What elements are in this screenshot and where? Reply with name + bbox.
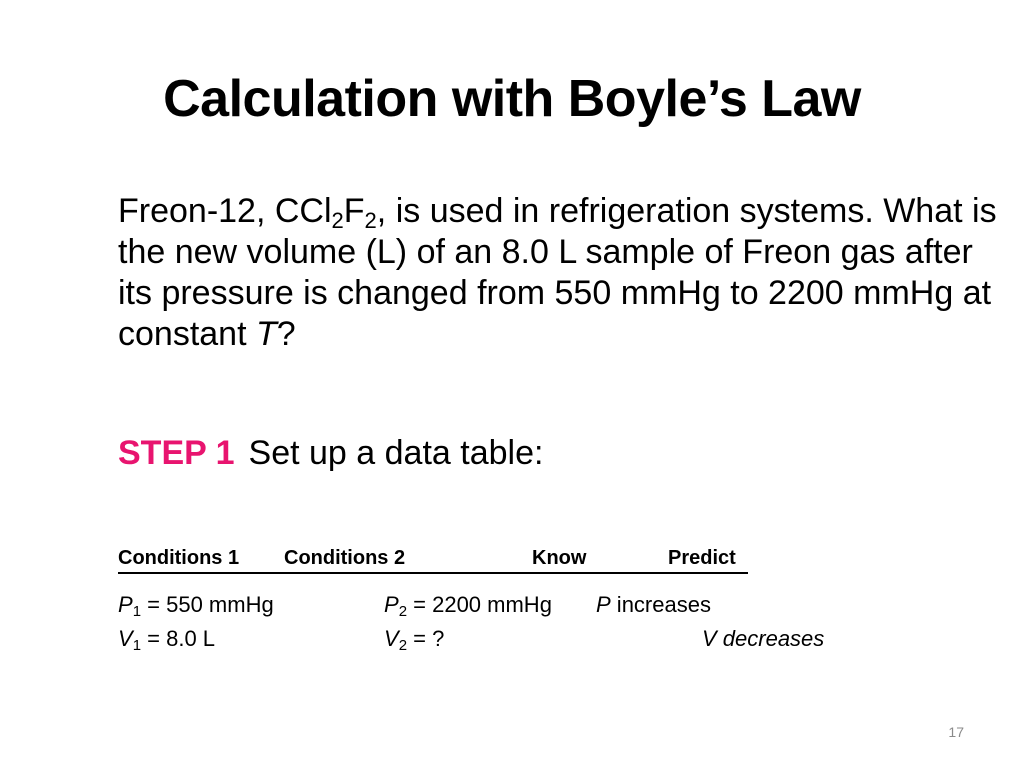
problem-subscript-1: 2 bbox=[331, 208, 344, 233]
problem-text-2: F bbox=[343, 192, 365, 230]
p2-subscript: 2 bbox=[398, 603, 408, 620]
v1-value: = 8.0 L bbox=[141, 626, 216, 651]
problem-text-1: Freon-12, CCl bbox=[118, 192, 332, 230]
problem-temperature-symbol: T bbox=[255, 315, 277, 353]
v1-subscript: 1 bbox=[132, 637, 142, 654]
step-label: STEP 1 bbox=[118, 434, 235, 472]
header-conditions-2: Conditions 2 bbox=[284, 547, 406, 569]
p1-value: = 550 mmHg bbox=[141, 592, 274, 617]
p1-symbol: P bbox=[118, 592, 133, 617]
p1-subscript: 1 bbox=[132, 603, 142, 620]
slide-title: Calculation with Boyle’s Law bbox=[163, 70, 861, 128]
v2-subscript: 2 bbox=[398, 637, 408, 654]
cell-p2 bbox=[384, 590, 552, 620]
problem-text-3: , is used in refrigeration systems. What is the new volume (L) of an 8.0 L sample of Freon gas after its pressure is changed from 550 mmHg to 2200 mmHg at constant bbox=[118, 192, 997, 353]
cell-v1 bbox=[118, 624, 215, 654]
v2-symbol: V bbox=[384, 626, 399, 651]
cell-predict: V decreases bbox=[702, 626, 825, 651]
data-table-header bbox=[118, 544, 748, 574]
step-line bbox=[118, 431, 543, 475]
v2-value: = ? bbox=[407, 626, 445, 651]
cell-p1 bbox=[118, 590, 274, 620]
v1-symbol: V bbox=[118, 626, 133, 651]
cell-know bbox=[596, 590, 711, 620]
p2-symbol: P bbox=[384, 592, 399, 617]
problem-subscript-2: 2 bbox=[364, 208, 377, 233]
know-value: increases bbox=[610, 592, 711, 617]
header-predict: Predict bbox=[668, 547, 736, 569]
cell-v2 bbox=[384, 624, 444, 654]
step-text: Set up a data table: bbox=[248, 434, 544, 472]
header-conditions-1: Conditions 1 bbox=[118, 547, 240, 569]
problem-statement bbox=[118, 191, 998, 355]
problem-text-4: ? bbox=[276, 315, 296, 353]
p2-value: = 2200 mmHg bbox=[407, 592, 552, 617]
page-number: 17 bbox=[948, 724, 964, 740]
know-symbol: P bbox=[596, 592, 611, 617]
header-know: Know bbox=[532, 547, 587, 569]
